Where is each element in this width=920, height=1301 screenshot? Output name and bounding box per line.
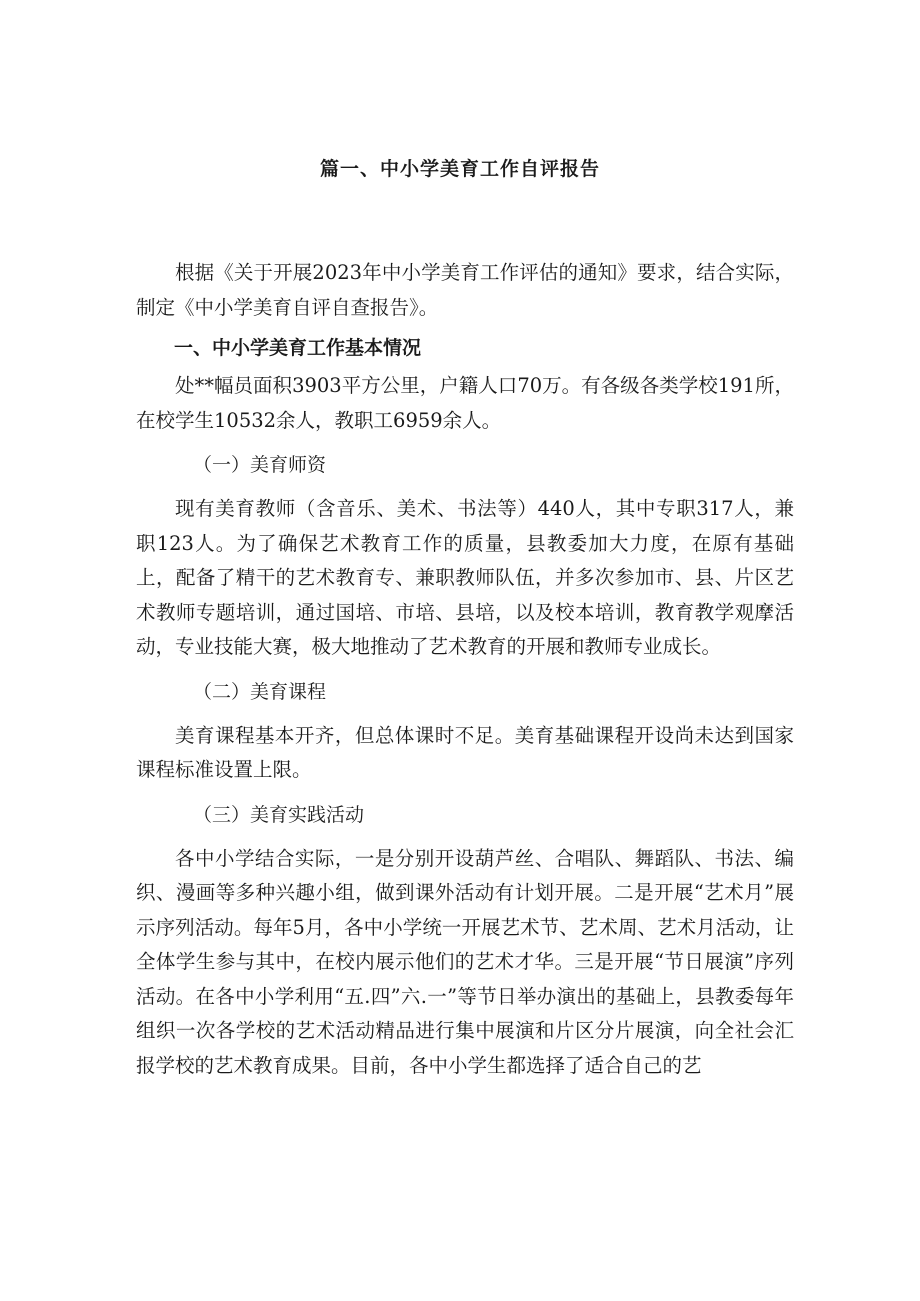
teachers-paragraph: 现有美育教师（含音乐、美术、书法等）440人，其中专职317人，兼职123人。为了确保艺术教育工作的质量，县教委加大力度，在原有基础上，配备了精干的艺术教育专、兼职教师队伍，并多次参加市、县、片区艺术教师专题培训，通过国培、市培、县培，以及校本培训，教育教学观摩活动，专业技能大赛，极大地推动了艺术教育的开展和教师专业成长。 xyxy=(136,497,794,658)
subsection-heading-teachers: （一）美育师资 xyxy=(193,454,327,476)
intro-paragraph: 根据《关于开展2023年中小学美育工作评估的通知》要求，结合实际，制定《中小学美育自评自查报告》。 xyxy=(136,261,794,319)
courses-paragraph: 美育课程基本开齐，但总体课时不足。美育基础课程开设尚未达到国家课程标准设置上限。 xyxy=(136,723,794,781)
document-body xyxy=(136,256,794,1083)
basic-situation-paragraph: 处**幅员面积3903平方公里，户籍人口70万。有各级各类学校191所，在校学生10532余人，教职工6959余人。 xyxy=(136,374,794,432)
activities-paragraph: 各中小学结合实际，一是分别开设葫芦丝、合唱队、舞蹈队、书法、编织、漫画等多种兴趣小组，做到课外活动有计划开展。二是开展“艺术月”展示序列活动。每年5月，各中小学统一开展艺术节、艺术周、艺术月活动，让全体学生参与其中，在校内展示他们的艺术才华。三是开展“节日展演”序列活动。在各中小学利用“五.四”六.一”等节日举办演出的基础上，县教委每年组织一次各学校的艺术活动精品进行集中展演和片区分片展演，向全社会汇报学校的艺术教育成果。目前，各中小学生都选择了适合自己的艺 xyxy=(136,846,794,1077)
subsection-heading-courses: （二）美育课程 xyxy=(193,680,327,703)
document-title: 篇一、中小学美育工作自评报告 xyxy=(319,158,600,180)
section-heading-basic-situation: 一、中小学美育工作基本情况 xyxy=(174,337,422,359)
subsection-heading-activities: （三）美育实践活动 xyxy=(193,803,365,826)
